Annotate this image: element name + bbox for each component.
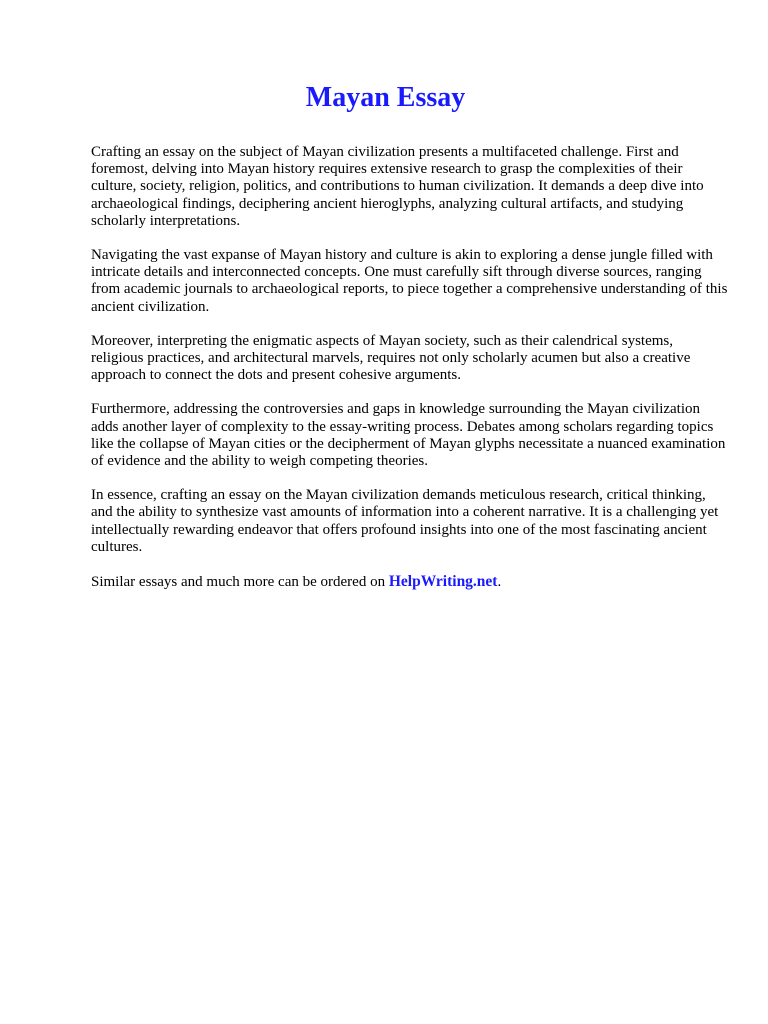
footer-text: Similar essays and much more can be ordered on — [91, 574, 386, 591]
helpwriting-link[interactable]: HelpWriting.net — [388, 573, 498, 591]
paragraph-4: Furthermore, addressing the controversies and gaps in knowledge surrounding the Mayan civilization adds another layer of complexity to the essay-writing process. Debates among scholars regarding topics like the collapse of Mayan cities or the decipherment of Mayan glyphs necessitate a nuanced examination of evidence and the ability to weigh competing theories. — [91, 401, 726, 470]
footer-suffix: . — [497, 574, 502, 591]
page-title: Mayan Essay — [305, 82, 466, 113]
paragraph-1: Crafting an essay on the subject of Mayan civilization presents a multifaceted challenge. First and foremost, delving into Mayan history requires extensive research to grasp the complexities of their culture, society, religion, politics, and contributions to human civilization. It demands a deep dive into archaeological findings, deciphering ancient hieroglyphs, analyzing cultural artifacts, and studying scholarly interpretations. — [91, 144, 704, 229]
paragraph-5: In essence, crafting an essay on the Mayan civilization demands meticulous research, critical thinking, and the ability to synthesize vast amounts of information into a coherent narrative. It is a challenging yet intellectually rewarding endeavor that offers profound insights into one of the most fascinating ancient cultures. — [91, 487, 719, 555]
paragraph-3: Moreover, interpreting the enigmatic aspects of Mayan society, such as their calendrical systems, religious practices, and architectural marvels, requires not only scholarly acumen but also a creative approach to connect the dots and present cohesive arguments. — [91, 332, 691, 384]
paragraph-2: Navigating the vast expanse of Mayan history and culture is akin to exploring a dense jungle filled with intricate details and interconnected concepts. One must carefully sift through diverse sources, ranging from academic journals to archaeological reports, to piece together a comprehensive understanding of this ancient civilization. — [91, 247, 728, 315]
footer-note — [91, 573, 728, 591]
